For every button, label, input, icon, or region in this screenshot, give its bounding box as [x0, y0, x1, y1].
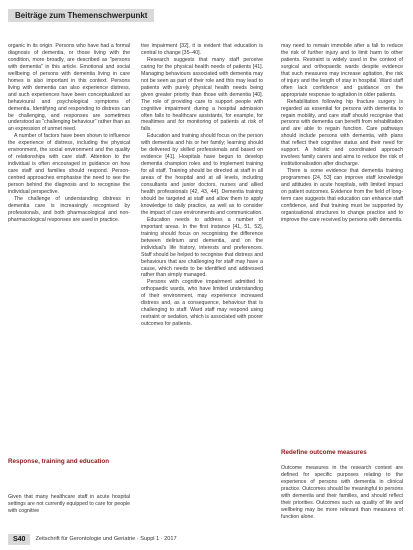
journal-citation: Zeitschrift für Gerontologie und Geriatrie · Suppl 1 · 2017	[35, 536, 177, 542]
paragraph: A number of factors have been shown to influence the experience of distress, including the physical environment, the social environment and the quality of relationships with care staff. Attention to the individual is often encouraged in guidance on how care staff and families should respond. Person-centred approaches emphasise the need to see the person behind the diagnosis and to recognise the individual perspective.	[8, 133, 130, 196]
text-column-3	[281, 43, 403, 453]
section-heading: Response, training and education	[8, 458, 110, 465]
paragraph: Persons with cognitive impairment admitted to orthopaedic wards, who have limited understanding of their environment, may experience increased distress and, as a consequence, behaviour that is challenging to staff. Ward staff may respond using restraint or sedation, which is associated with poorer outcomes for patients.	[141, 279, 263, 328]
text-column-1-continued	[8, 494, 130, 515]
paragraph: Research suggests that many staff perceive caring for the physical health needs of patients [41]. Managing behaviours associated with dementia may not be seen as part of their role and this may lead to patients with purely physical health needs being given greater priority than those with dementia [40]. The role of providing care to support people with cognitive impairment during a hospital admission often falls to healthcare assistants, for example, for mealtimes and for monitoring of patients at risk of falls.	[141, 56, 263, 133]
section-tab: Beiträge zum Themenschwerpunkt	[8, 9, 154, 22]
paragraph: Education and training should focus on the person with dementia and his or her family; learning should be delivered by skilled professionals and based on evidence [41]. Hospitals have begun to develop dementia champion roles and to implement training for all staff. Training should be directed at staff in all areas of the hospital and at all levels, including consultants and junior doctors, nurses and allied health professionals [42, 43, 44]. Dementia training should be targeted at staff and allow them to apply knowledge to daily practice, as well as to consider the impact of care environments and communication.	[141, 133, 263, 216]
text-column-1	[8, 43, 130, 443]
paragraph: Outcome measures in the research context are defined for specific purposes relating to the experience of persons with dementia in clinical practice. Outcomes should be meaningful to persons with dementia and their families, and should reflect their priorities. Outcomes such as quality of life and wellbeing may be more relevant than measures of function alone.	[281, 465, 403, 520]
paragraph: Education needs to address a number of important areas. In the first instance [41, 51, 52], training should focus on recognising the difference between delirium and dementia, and on the individual's life history, interests and preferences. Staff should be helped to recognise that distress and behaviours that are challenging for staff may have a cause, which needs to be identified and addressed rather than simply managed.	[141, 216, 263, 279]
text-column-2	[141, 43, 263, 533]
section-heading: Redefine outcome measures	[281, 449, 367, 456]
page-footer	[8, 534, 177, 545]
paragraph: Rehabilitation following hip fracture surgery is regarded as essential for persons with dementia to regain mobility, and care staff should recognise that persons with dementia can benefit from rehabilitation and are able to regain function. Care pathways should include persons with dementia, with plans that reflect their cognitive status and their need for support. A holistic and coordinated approach involves family carers and aims to reduce the risk of institutionalisation after discharge.	[281, 98, 403, 168]
page-number: S40	[8, 534, 30, 545]
paragraph: Given that many healthcare staff in acute hospital settings are not currently equipped to care for people with cognitive	[8, 494, 130, 514]
paragraph: tive impairment [32], it is evident that education is central to change [35–40].	[141, 43, 263, 56]
paragraph: organic in its origin. Persons who have had a formal diagnosis of dementia, or those living with the condition, more broadly, are described as "persons with dementia" in this article. Emotional and social wellbeing of persons with dementia living in care homes is also important in this context. Persons living with dementia can also experience distress, and such experiences have been conceptualized as behavioural and psychological symptoms of dementia. Identifying and responding to distress can be challenging, and responses are sometimes understood as "challenging behaviour" rather than as an expression of unmet need.	[8, 43, 130, 133]
paragraph: may need to remain immobile after a fall to reduce the risk of further injury and to limit harm to other patients. Restraint is widely used in the context of surgical and orthopaedic wards despite evidence that such measures may increase agitation, the risk of injury and the length of stay in hospital. Ward staff often lack confidence and guidance on the appropriate response to agitation in older patients.	[281, 43, 403, 98]
paragraph: There is some evidence that dementia training programmes [24, 53] can improve staff knowledge and attitudes in acute hospitals, with limited impact on patient outcomes. Evidence from the field of long-term care suggests that education can enhance staff confidence, and that training must be supported by organisational structures to change practice and to improve the care received by persons with dementia.	[281, 168, 403, 223]
text-column-3-continued	[281, 465, 403, 521]
paragraph: The challenge of understanding distress in dementia care is increasingly recognised by professionals, and both pharmacological and non-pharmacological responses are used in practice.	[8, 195, 130, 223]
